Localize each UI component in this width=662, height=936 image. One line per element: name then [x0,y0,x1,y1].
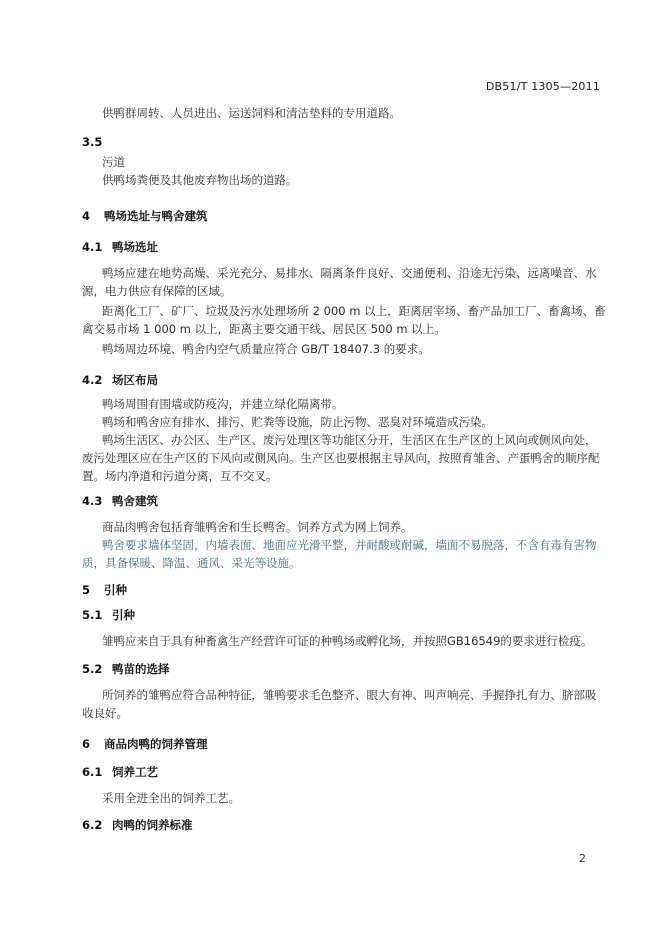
section-heading [82,492,158,510]
paragraph-line: 收良好。 [82,706,128,720]
section-number: 5.2 [82,662,103,676]
section-heading [82,816,193,834]
section-number: 4.2 [82,373,103,387]
section-title: 场区布局 [112,373,158,387]
section-number: 6 [82,737,91,751]
section-heading [82,581,127,599]
section-number: 4 [82,209,91,223]
section-number: 6.2 [82,818,103,832]
paragraph-line: 鸭场和鸭舍应有排水、排污、贮粪等设施，防止污物、恶臭对环境造成污染。 [102,415,493,429]
section-number: 6.1 [82,765,103,779]
paragraph-line: 距离化工厂、矿厂、垃圾及污水处理场所 2 000 m 以上，距离居宰场、畜产品加工厂、畜禽场、畜 [102,304,606,318]
section-title: 鸭场选址 [112,240,158,254]
paragraph-line: 鸭场应建在地势高燥、采光充分、易排水、隔离条件良好、交通便利、沿途无污染、远离噪音、水 [102,266,597,280]
section-title: 引种 [112,608,135,622]
section-title: 鸭场选址与鸭舍建筑 [104,209,208,223]
section-number: 5 [82,583,91,597]
section-title: 肉鸭的饲养标准 [112,818,193,832]
section-heading [82,238,158,256]
paragraph-line: 商品肉鸭舍包括育雏鸭舍和生长鸭舍。饲养方式为网上饲养。 [102,520,413,534]
paragraph-line: 鸭场生活区、办公区、生产区、废污处理区等功能区分开，生活区在生产区的上风向或侧风向处， [102,433,597,447]
section-title: 商品肉鸭的饲养管理 [104,737,208,751]
paragraph-line: 污道 [102,155,125,169]
section-title: 引种 [104,583,127,597]
section-heading [82,207,208,225]
section-heading [82,606,135,624]
section-number: 4.3 [82,494,103,508]
paragraph-line: 质，具备保暖、降温、通风、采光等设施。 [82,556,301,570]
paragraph-line: 鸭场周边环境、鸭舍内空气质量应符合 GB/T 18407.3 的要求。 [102,342,430,356]
clause-number: 3.5 [82,135,103,149]
page-number: 2 [579,852,586,865]
paragraph-line: 禽交易市场 1 000 m 以上，距离主要交通干线、居民区 500 m 以上。 [82,322,446,336]
section-heading [82,763,158,781]
paragraph-line: 废污处理区应在生产区的下风向或侧风向。生产区也要根据主导风向，按照育雏舍、产蛋鸭舍的顺序配 [82,451,600,465]
section-title: 鸭舍建筑 [112,494,158,508]
paragraph-line: 雏鸭应来自于具有种畜禽生产经营许可证的种鸭场或孵化场，并按照GB16549的要求进行检疫。 [102,634,593,648]
paragraph-line: 采用全进全出的饲养工艺。 [102,791,240,805]
paragraph-line: 供鸭群周转、人员进出、运送饲料和清洁垫料的专用道路。 [102,106,401,120]
paragraph-line: 鸭舍要求墙体坚固，内墙表面、地面应光滑平整，并耐酸或耐碱，墙面不易脱落，不含有毒有害物 [102,538,597,552]
paragraph-line: 所饲养的雏鸭应符合品种特征，雏鸭要求毛色整齐、眼大有神、叫声响亮、手握挣扎有力、脐部吸 [102,688,597,702]
paragraph-line: 源，电力供应有保障的区域。 [82,284,232,298]
section-number: 4.1 [82,240,103,254]
paragraph-line: 鸭场周围有围墙或防疫沟，并建立绿化隔离带。 [102,397,344,411]
document-code: DB51/T 1305—2011 [485,80,600,93]
paragraph-line: 置。场内净道和污道分离，互不交叉。 [82,469,278,483]
section-heading [82,371,158,389]
section-heading [82,735,208,753]
section-heading [82,660,170,678]
paragraph-line: 供鸭场粪便及其他废弃物出场的道路。 [102,173,298,187]
section-number: 5.1 [82,608,103,622]
section-title: 饲养工艺 [112,765,158,779]
section-title: 鸭苗的选择 [112,662,170,676]
